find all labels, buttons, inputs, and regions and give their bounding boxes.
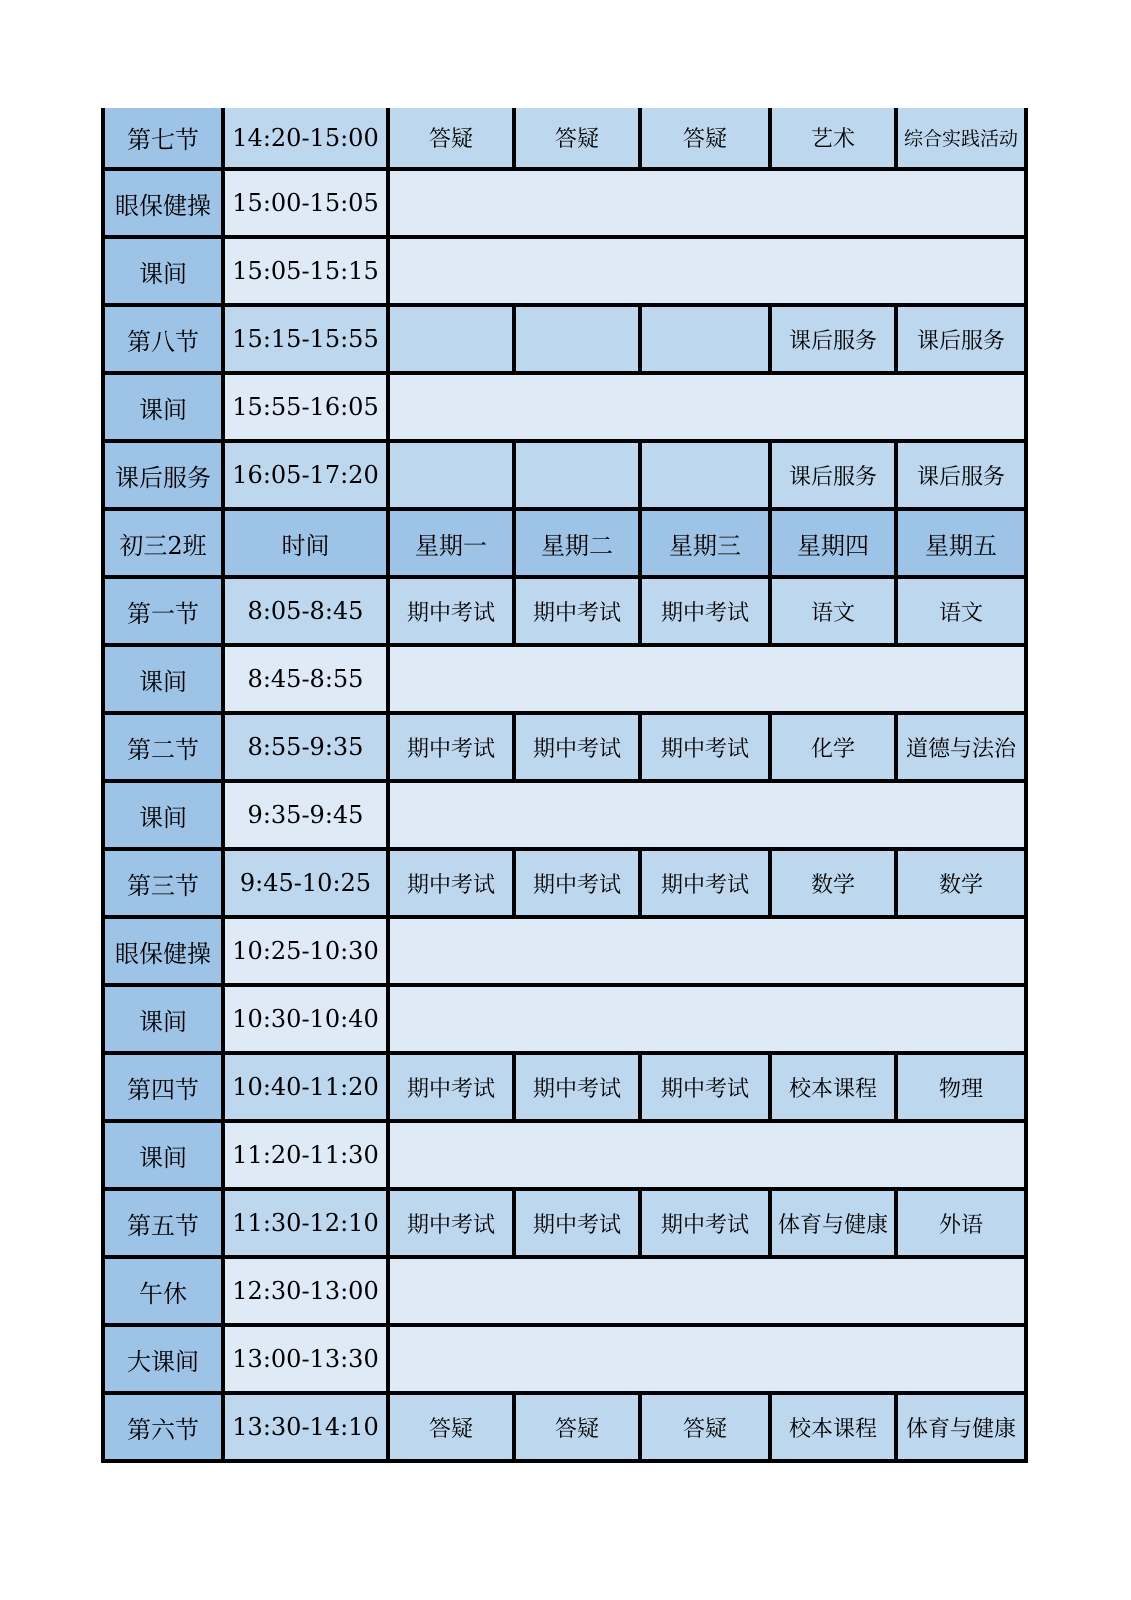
day-header-cell: 星期二 (514, 509, 640, 577)
timetable-row (103, 108, 1026, 169)
subject-cell: 期中考试 (388, 849, 514, 917)
time-range-cell: 15:55-16:05 (223, 373, 388, 441)
subject-cell: 课后服务 (896, 305, 1026, 373)
time-range-cell: 15:15-15:55 (223, 305, 388, 373)
time-range-cell: 10:30-10:40 (223, 985, 388, 1053)
subject-cell: 校本课程 (770, 1053, 896, 1121)
timetable-row (103, 169, 1026, 237)
subject-cell: 期中考试 (640, 849, 770, 917)
timetable-container (101, 108, 1028, 1463)
subject-cell: 期中考试 (514, 849, 640, 917)
subject-cell: 答疑 (388, 1393, 514, 1461)
time-range-cell: 16:05-17:20 (223, 441, 388, 509)
timetable-row (103, 985, 1026, 1053)
time-range-cell: 8:55-9:35 (223, 713, 388, 781)
period-label-cell: 眼保健操 (103, 917, 223, 985)
merged-break-cell (388, 169, 1026, 237)
subject-cell (514, 441, 640, 509)
time-range-cell: 13:30-14:10 (223, 1393, 388, 1461)
subject-cell: 答疑 (514, 1393, 640, 1461)
period-label-cell: 大课间 (103, 1325, 223, 1393)
merged-break-cell (388, 1325, 1026, 1393)
time-range-cell: 10:40-11:20 (223, 1053, 388, 1121)
subject-cell: 道德与法治 (896, 713, 1026, 781)
time-header-cell: 时间 (223, 509, 388, 577)
period-label-cell: 眼保健操 (103, 169, 223, 237)
timetable-row (103, 1393, 1026, 1461)
timetable-row (103, 305, 1026, 373)
timetable-row (103, 713, 1026, 781)
subject-cell: 答疑 (388, 108, 514, 169)
timetable-row (103, 1257, 1026, 1325)
time-range-cell: 12:30-13:00 (223, 1257, 388, 1325)
time-range-cell: 11:20-11:30 (223, 1121, 388, 1189)
period-label-cell: 午休 (103, 1257, 223, 1325)
time-range-cell: 11:30-12:10 (223, 1189, 388, 1257)
timetable-row (103, 1121, 1026, 1189)
time-range-cell: 9:35-9:45 (223, 781, 388, 849)
period-label-cell: 课后服务 (103, 441, 223, 509)
period-label-cell: 课间 (103, 781, 223, 849)
merged-break-cell (388, 1121, 1026, 1189)
timetable-header-row (103, 509, 1026, 577)
subject-cell: 体育与健康 (896, 1393, 1026, 1461)
subject-cell: 综合实践活动 (896, 108, 1026, 169)
subject-cell: 答疑 (640, 1393, 770, 1461)
subject-cell: 期中考试 (640, 1189, 770, 1257)
subject-cell: 答疑 (514, 108, 640, 169)
timetable-row (103, 237, 1026, 305)
timetable-row (103, 645, 1026, 713)
subject-cell: 语文 (896, 577, 1026, 645)
period-label-cell: 第五节 (103, 1189, 223, 1257)
subject-cell: 期中考试 (640, 713, 770, 781)
timetable-row (103, 577, 1026, 645)
timetable-row (103, 441, 1026, 509)
timetable-row (103, 917, 1026, 985)
timetable-row (103, 1053, 1026, 1121)
subject-cell (388, 441, 514, 509)
timetable-row (103, 849, 1026, 917)
subject-cell (514, 305, 640, 373)
subject-cell: 校本课程 (770, 1393, 896, 1461)
merged-break-cell (388, 985, 1026, 1053)
subject-cell: 课后服务 (770, 441, 896, 509)
period-label-cell: 第八节 (103, 305, 223, 373)
time-range-cell: 15:00-15:05 (223, 169, 388, 237)
subject-cell: 语文 (770, 577, 896, 645)
subject-cell: 课后服务 (770, 305, 896, 373)
subject-cell: 期中考试 (514, 1189, 640, 1257)
day-header-cell: 星期一 (388, 509, 514, 577)
subject-cell: 艺术 (770, 108, 896, 169)
period-label-cell: 第二节 (103, 713, 223, 781)
timetable-row (103, 1325, 1026, 1393)
period-label-cell: 第七节 (103, 108, 223, 169)
day-header-cell: 星期五 (896, 509, 1026, 577)
subject-cell: 数学 (896, 849, 1026, 917)
timetable-row (103, 781, 1026, 849)
merged-break-cell (388, 373, 1026, 441)
time-range-cell: 13:00-13:30 (223, 1325, 388, 1393)
subject-cell (388, 305, 514, 373)
merged-break-cell (388, 781, 1026, 849)
day-header-cell: 星期三 (640, 509, 770, 577)
period-label-cell: 第四节 (103, 1053, 223, 1121)
time-range-cell: 15:05-15:15 (223, 237, 388, 305)
subject-cell: 数学 (770, 849, 896, 917)
subject-cell: 体育与健康 (770, 1189, 896, 1257)
period-label-cell: 课间 (103, 1121, 223, 1189)
timetable (101, 108, 1028, 1463)
period-label-cell: 第三节 (103, 849, 223, 917)
subject-cell: 期中考试 (388, 1189, 514, 1257)
subject-cell: 期中考试 (514, 713, 640, 781)
merged-break-cell (388, 1257, 1026, 1325)
period-label-cell: 课间 (103, 237, 223, 305)
time-range-cell: 10:25-10:30 (223, 917, 388, 985)
subject-cell (640, 441, 770, 509)
timetable-row (103, 1189, 1026, 1257)
subject-cell: 期中考试 (640, 1053, 770, 1121)
period-label-cell: 课间 (103, 645, 223, 713)
period-label-cell: 课间 (103, 985, 223, 1053)
subject-cell: 化学 (770, 713, 896, 781)
subject-cell: 期中考试 (388, 713, 514, 781)
timetable-body (103, 108, 1026, 1461)
merged-break-cell (388, 645, 1026, 713)
time-range-cell: 8:05-8:45 (223, 577, 388, 645)
timetable-row (103, 373, 1026, 441)
period-label-cell: 课间 (103, 373, 223, 441)
merged-break-cell (388, 237, 1026, 305)
time-range-cell: 9:45-10:25 (223, 849, 388, 917)
day-header-cell: 星期四 (770, 509, 896, 577)
period-label-cell: 第一节 (103, 577, 223, 645)
period-label-cell: 第六节 (103, 1393, 223, 1461)
subject-cell: 期中考试 (514, 1053, 640, 1121)
subject-cell: 期中考试 (388, 1053, 514, 1121)
subject-cell: 外语 (896, 1189, 1026, 1257)
subject-cell: 期中考试 (514, 577, 640, 645)
merged-break-cell (388, 917, 1026, 985)
subject-cell: 期中考试 (388, 577, 514, 645)
subject-cell: 课后服务 (896, 441, 1026, 509)
class-name-cell: 初三2班 (103, 509, 223, 577)
subject-cell: 物理 (896, 1053, 1026, 1121)
time-range-cell: 8:45-8:55 (223, 645, 388, 713)
subject-cell (640, 305, 770, 373)
subject-cell: 答疑 (640, 108, 770, 169)
time-range-cell: 14:20-15:00 (223, 108, 388, 169)
subject-cell: 期中考试 (640, 577, 770, 645)
